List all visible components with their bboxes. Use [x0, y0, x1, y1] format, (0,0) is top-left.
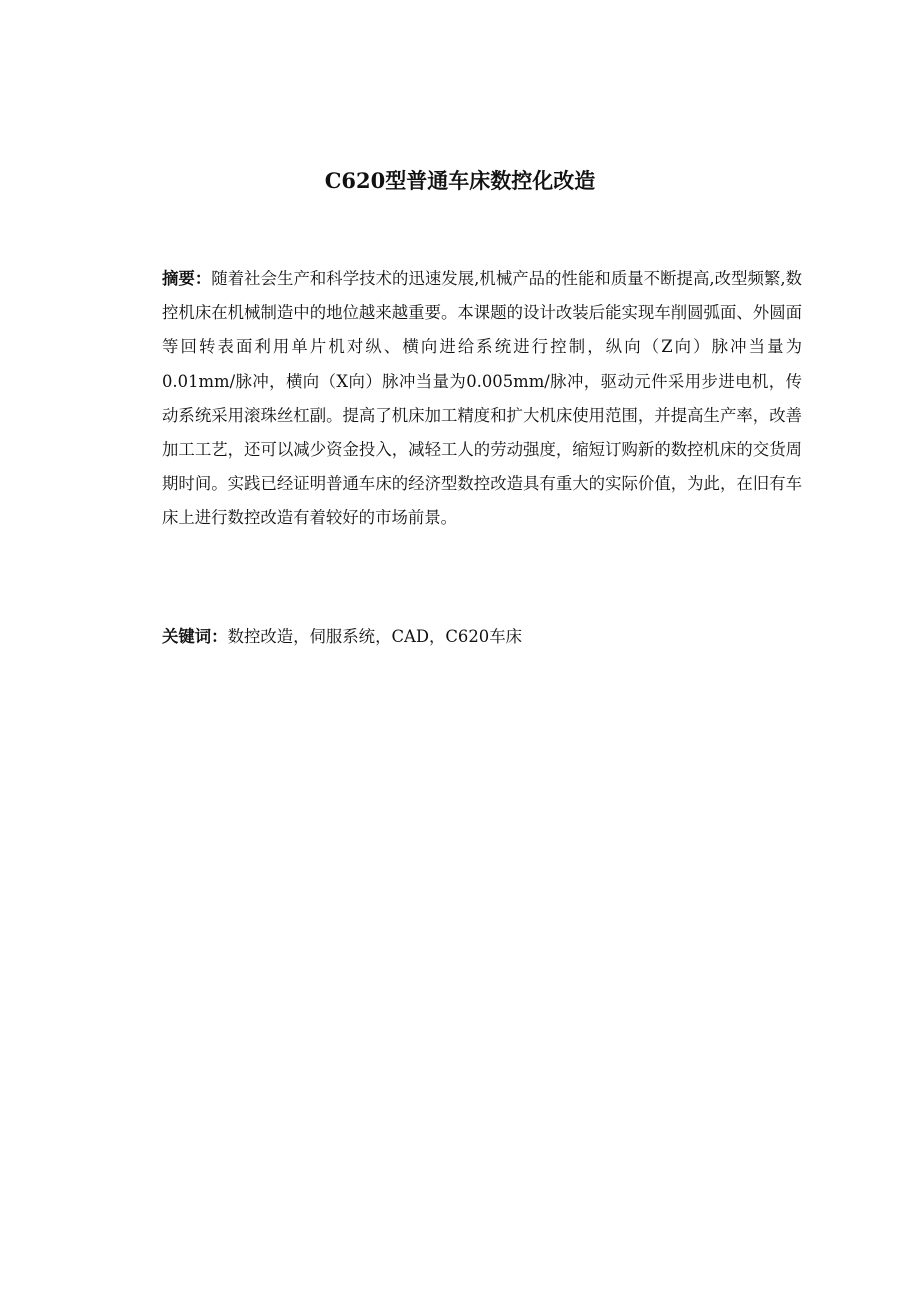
abstract-paragraph	[162, 262, 802, 536]
abstract-label: 摘要：	[162, 269, 212, 288]
abstract-text: 随着社会生产和科学技术的迅速发展,机械产品的性能和质量不断提高,改型频繁,数控机床在机械制造中的地位越来越重要。本课题的设计改装后能实现车削圆弧面、外圆面等回转表面利用单片机对纵、横向进给系统进行控制，纵向（Z向）脉冲当量为0.01mm/脉冲，横向（X向）脉冲当量为0.005mm/脉冲，驱动元件采用步进电机，传动系统采用滚珠丝杠副。提高了机床加工精度和扩大机床使用范围，并提高生产率，改善加工工艺，还可以减少资金投入，减轻工人的劳动强度，缩短订购新的数控机床的交货周期时间。实践已经证明普通车床的经济型数控改造具有重大的实际价值，为此，在旧有车床上进行数控改造有着较好的市场前景。	[162, 269, 802, 528]
keywords-label: 关键词：	[162, 627, 228, 646]
document-title: C620型普通车床数控化改造	[324, 168, 596, 193]
keywords-line	[162, 620, 802, 654]
keywords-text: 数控改造，伺服系统，CAD，C620车床	[227, 627, 522, 646]
